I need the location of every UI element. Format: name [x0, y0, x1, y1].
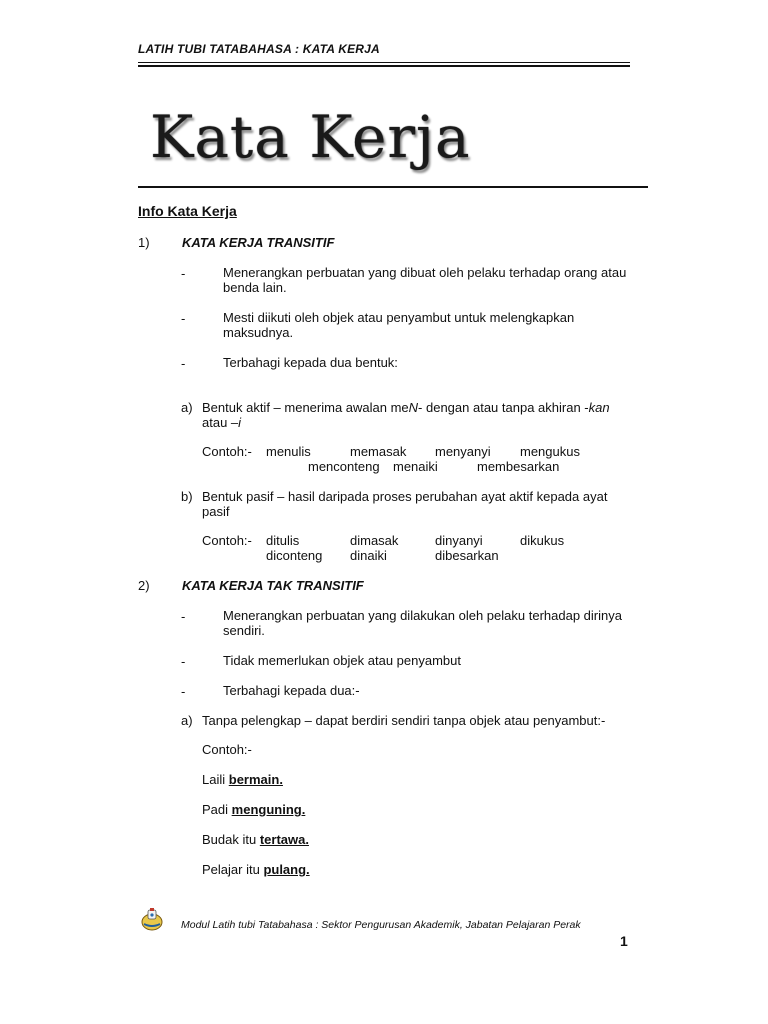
section-2-title: KATA KERJA TAK TRANSITIF	[182, 578, 364, 593]
example-sentence: Pelajar itu pulang.	[202, 862, 310, 877]
page-number: 1	[620, 933, 628, 949]
example-word: membesarkan	[477, 459, 560, 474]
example-sentence: Laili bermain.	[202, 772, 283, 787]
header-rule-top	[138, 62, 630, 63]
example-word: ditulis	[266, 533, 300, 548]
bullet-dash: -	[181, 609, 186, 624]
bullet-dash: -	[181, 654, 186, 669]
document-title: Kata Kerja	[150, 103, 471, 171]
example-word: menaiki	[393, 459, 438, 474]
example-word: menulis	[266, 444, 311, 459]
point-text: Terbahagi kepada dua bentuk:	[223, 355, 398, 370]
example-word: dinyanyi	[435, 533, 483, 548]
example-word: memasak	[350, 444, 407, 459]
contoh-label: Contoh:-	[202, 742, 252, 757]
example-word: dikukus	[520, 533, 565, 548]
example-sentence: Padi menguning.	[202, 802, 306, 817]
example-sentence: Budak itu tertawa.	[202, 832, 309, 847]
point-text: sendiri.	[223, 623, 265, 638]
point-text: Tidak memerlukan objek atau penyambut	[223, 653, 461, 668]
point-text: maksudnya.	[223, 325, 294, 340]
subsection-a-text-line2: atau –i	[202, 415, 242, 430]
subsection-a-label: a)	[181, 713, 193, 728]
subsection-b-text: Bentuk pasif – hasil daripada proses perubahan ayat aktif kepada ayat	[202, 489, 608, 504]
contoh-label: Contoh:-	[202, 444, 252, 459]
subsection-a-text: Bentuk aktif – menerima awalan meN- dengan atau tanpa akhiran -kan	[202, 400, 610, 415]
point-text: Menerangkan perbuatan yang dilakukan oleh pelaku terhadap dirinya	[223, 608, 622, 623]
subsection-b-text-line2: pasif	[202, 504, 230, 519]
header-title: LATIH TUBI TATABAHASA : KATA KERJA	[138, 42, 380, 56]
point-text: Terbahagi kepada dua:-	[223, 683, 360, 698]
footer-text: Modul Latih tubi Tatabahasa : Sektor Pengurusan Akademik, Jabatan Pelajaran Perak	[181, 919, 581, 931]
subsection-a-label: a)	[181, 400, 193, 415]
example-word: mengukus	[520, 444, 580, 459]
example-word: diconteng	[266, 548, 323, 563]
example-word: dibesarkan	[435, 548, 499, 563]
example-word: dimasak	[350, 533, 399, 548]
info-heading: Info Kata Kerja	[138, 203, 237, 219]
point-text: Menerangkan perbuatan yang dibuat oleh pelaku terhadap orang atau	[223, 265, 627, 280]
point-text: Mesti diikuti oleh objek atau penyambut untuk melengkapkan	[223, 310, 575, 325]
crest-logo-icon	[141, 907, 163, 931]
bullet-dash: -	[181, 266, 186, 281]
example-word: menconteng	[308, 459, 380, 474]
section-1-number: 1)	[138, 235, 150, 250]
section-1-title: KATA KERJA TRANSITIF	[182, 235, 335, 250]
bullet-dash: -	[181, 356, 186, 371]
bullet-dash: -	[181, 311, 186, 326]
example-word: menyanyi	[435, 444, 491, 459]
bullet-dash: -	[181, 684, 186, 699]
example-word: dinaiki	[350, 548, 387, 563]
subsection-b-label: b)	[181, 489, 193, 504]
point-text: benda lain.	[223, 280, 287, 295]
section-2-number: 2)	[138, 578, 150, 593]
subsection-a-text: Tanpa pelengkap – dapat berdiri sendiri tanpa objek atau penyambut:-	[202, 713, 606, 728]
contoh-label: Contoh:-	[202, 533, 252, 548]
header-rule-bottom	[138, 65, 630, 67]
title-rule	[138, 186, 648, 188]
